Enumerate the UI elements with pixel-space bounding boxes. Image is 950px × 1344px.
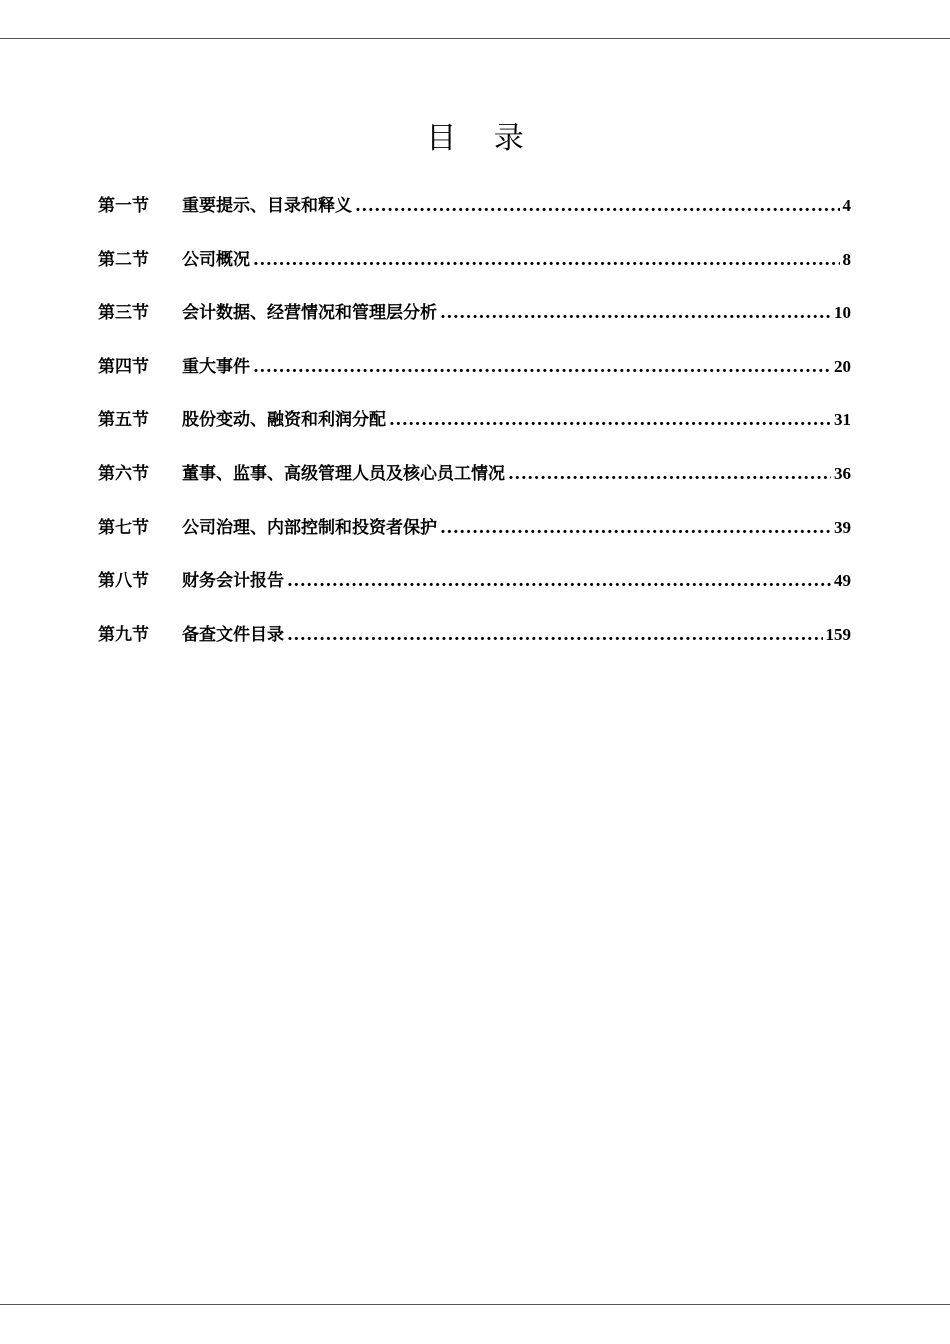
toc-dot-leader (440, 512, 831, 544)
toc-entry-3[interactable] (98, 297, 851, 351)
toc-section-number: 第三节 (98, 303, 149, 324)
toc-section-title: 会计数据、经营情况和管理层分析 (182, 303, 437, 324)
toc-dot-leader (287, 619, 823, 651)
toc-entry-9[interactable] (98, 619, 851, 673)
toc-dot-leader (355, 190, 840, 222)
toc-section-title: 股份变动、融资和利润分配 (182, 410, 386, 431)
toc-entry-8[interactable] (98, 565, 851, 619)
toc-dot-leader (253, 244, 840, 276)
toc-entry-5[interactable] (98, 404, 851, 458)
toc-page-number: 10 (834, 303, 851, 323)
toc-page-number: 36 (834, 463, 851, 483)
toc-entry-1[interactable] (98, 190, 851, 244)
toc-dot-leader (287, 565, 831, 597)
toc-section-number: 第四节 (98, 356, 149, 377)
toc-section-number: 第八节 (98, 571, 149, 592)
toc-section-number: 第七节 (98, 517, 149, 538)
toc-section-title: 董事、监事、高级管理人员及核心员工情况 (182, 463, 505, 484)
toc-section-number: 第一节 (98, 196, 149, 216)
footer-rule (0, 1304, 950, 1305)
toc-entry-7[interactable] (98, 512, 851, 566)
table-of-contents (98, 190, 851, 672)
page-title: 目 录 (426, 121, 538, 156)
toc-section-number: 第五节 (98, 410, 149, 431)
toc-section-title: 财务会计报告 (182, 571, 284, 592)
toc-dot-leader (389, 404, 831, 436)
toc-page-number: 39 (834, 517, 851, 537)
toc-dot-leader (440, 297, 831, 329)
toc-page-number: 20 (834, 356, 851, 376)
toc-entry-4[interactable] (98, 351, 851, 405)
toc-page-number: 31 (834, 410, 851, 430)
toc-entry-2[interactable] (98, 244, 851, 298)
toc-section-title: 公司概况 (182, 249, 250, 270)
toc-dot-leader (253, 351, 831, 383)
header-rule (0, 38, 950, 39)
toc-section-title: 备查文件目录 (182, 624, 284, 645)
toc-dot-leader (508, 458, 831, 490)
toc-page-number: 159 (825, 624, 851, 644)
toc-entry-6[interactable] (98, 458, 851, 512)
toc-section-number: 第二节 (98, 249, 149, 270)
toc-section-number: 第六节 (98, 463, 149, 484)
toc-section-title: 公司治理、内部控制和投资者保护 (182, 517, 437, 538)
toc-page-number: 8 (842, 249, 851, 269)
toc-section-number: 第九节 (98, 624, 149, 645)
toc-section-title: 重大事件 (182, 356, 250, 377)
toc-page-number: 4 (842, 196, 851, 215)
toc-section-title: 重要提示、目录和释义 (182, 196, 352, 216)
toc-page-number: 49 (834, 571, 851, 591)
